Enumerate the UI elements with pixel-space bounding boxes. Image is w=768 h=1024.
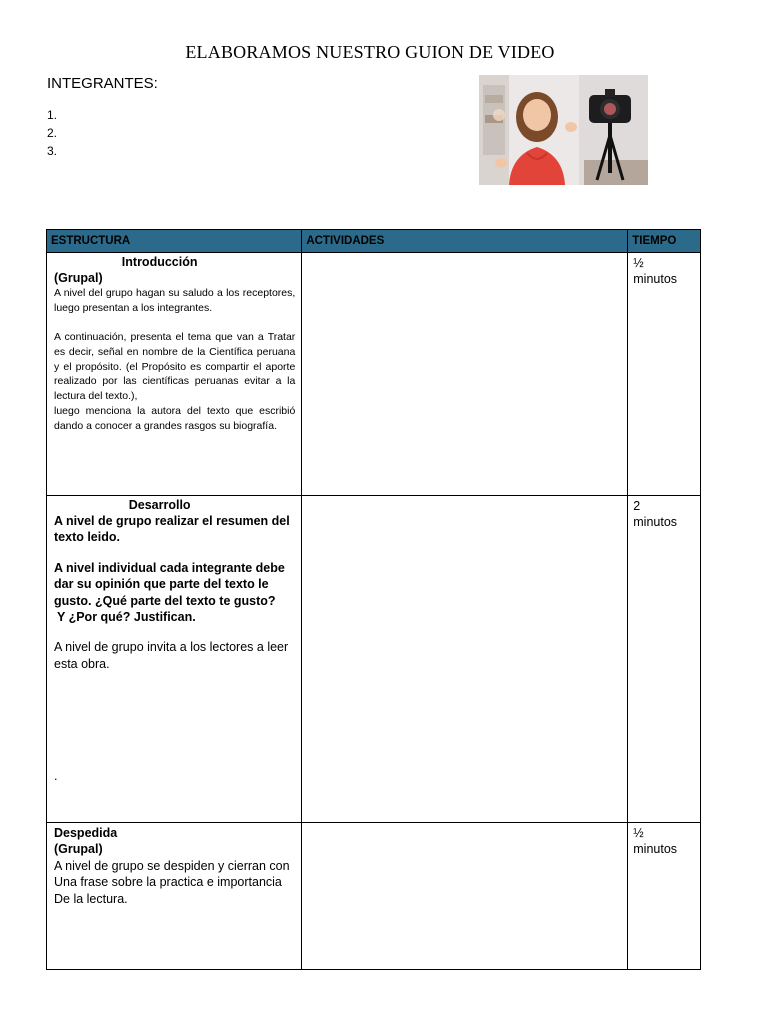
photo-illustration (479, 75, 648, 185)
member-item: 3. (47, 144, 58, 158)
section-heading: Introducción (121, 255, 198, 269)
header-tiempo: TIEMPO (628, 230, 701, 253)
actividades-cell[interactable] (302, 496, 628, 823)
tiempo-cell (628, 496, 701, 823)
time-value: 2 (633, 499, 641, 513)
section-heading: Desarrollo (128, 498, 191, 512)
page-title: ELABORAMOS NUESTRO GUION DE VIDEO (185, 42, 555, 62)
section-heading: Despedida (54, 826, 118, 840)
header-actividades: ACTIVIDADES (302, 230, 628, 253)
paragraph: A nivel de grupo realizar el resumen del texto leido. (54, 514, 290, 545)
time-value: ½ (633, 826, 644, 840)
time-value: ½ (633, 256, 644, 270)
dot-mark: . (54, 769, 58, 784)
video-recording-photo (479, 75, 648, 185)
estructura-cell (47, 823, 302, 970)
members-list (47, 106, 57, 160)
actividades-cell[interactable] (302, 823, 628, 970)
table-header-row (47, 230, 701, 253)
section-subheading: (Grupal) (54, 842, 103, 857)
paragraph-line: Una frase sobre la practica e importancia (54, 875, 282, 890)
paragraph-line: De la lectura. (54, 891, 128, 906)
paragraph: luego menciona la autora del texto que escribió dando a conocer a grandes rasgos su biografía. (54, 404, 296, 432)
time-unit: minutos (633, 515, 678, 529)
member-item: 1. (47, 108, 58, 122)
paragraph: A nivel individual cada integrante debe dar su opinión que parte del texto le gusto. ¿Qué parte del texto te gusto? (54, 560, 285, 608)
paragraph: A continuación, presenta el tema que van a Tratar es decir, señal en nombre de la Científica peruana y el propósito. (el Propósito es compartir el aporte realizado por las científicas peruanas evitar a la lectura del texto.), (54, 331, 296, 403)
time-unit: minutos (633, 842, 678, 856)
paragraph: Y ¿Por qué? Justifican. (57, 610, 196, 625)
table-row-introduccion (47, 253, 701, 496)
paragraph-line: A nivel de grupo se despiden y cierran con (54, 858, 290, 873)
table-row-desarrollo (47, 496, 701, 823)
guion-table (46, 229, 701, 970)
estructura-cell (47, 496, 302, 823)
table-row-despedida (47, 823, 701, 970)
integrantes-label: INTEGRANTES: (47, 75, 158, 92)
time-unit: minutos (633, 272, 678, 286)
estructura-cell (47, 253, 302, 496)
section-subheading: (Grupal) (54, 271, 103, 285)
header-estructura: ESTRUCTURA (47, 230, 302, 253)
member-item: 2. (47, 126, 58, 140)
paragraph: A nivel de grupo invita a los lectores a leer esta obra. (54, 640, 289, 671)
paragraph: A nivel del grupo hagan su saludo a los receptores, luego presentan a los integrantes. (54, 287, 296, 315)
tiempo-cell (628, 823, 701, 970)
actividades-cell[interactable] (302, 253, 628, 496)
tiempo-cell (628, 253, 701, 496)
